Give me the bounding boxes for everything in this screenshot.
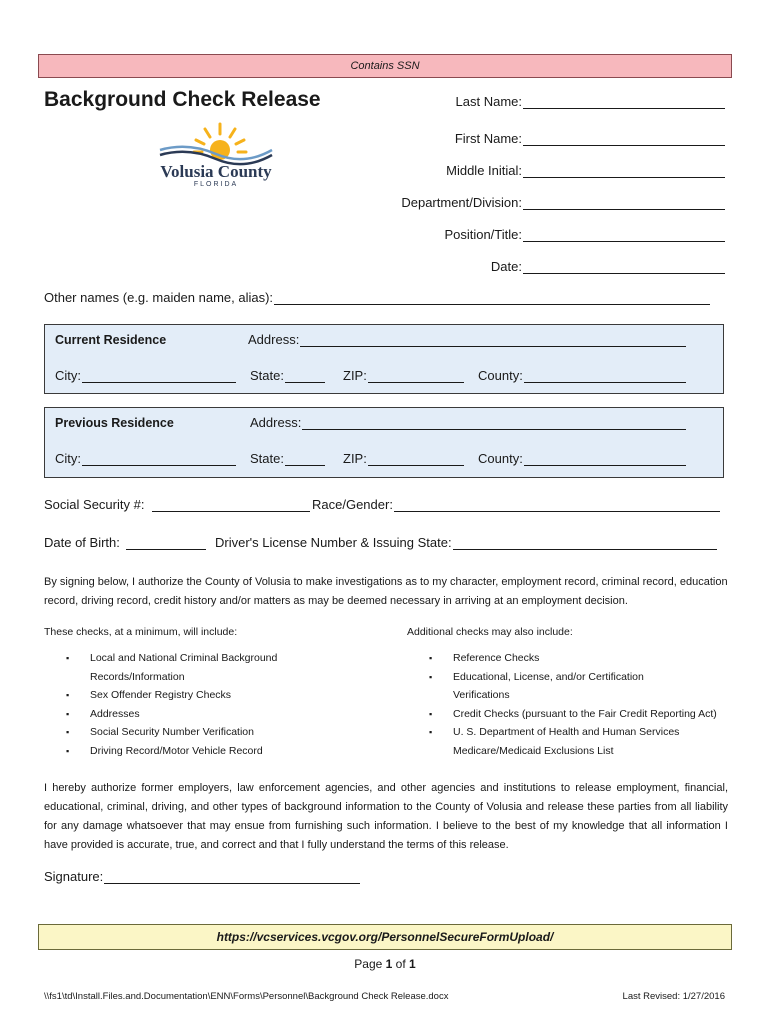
page-title: Background Check Release <box>44 88 321 111</box>
previous-address-field[interactable] <box>250 415 686 430</box>
ssn-label: Social Security #: <box>44 497 145 512</box>
list-item: ▪ Driving Record/Motor Vehicle Record <box>44 742 344 761</box>
page-number: Page 1 of 1 <box>354 957 416 971</box>
first-name-label: First Name: <box>454 131 522 146</box>
checks-min-list <box>44 649 344 760</box>
current-residence-heading: Current Residence <box>55 333 167 347</box>
ssn-banner: Contains SSN <box>38 54 732 78</box>
previous-zip-line[interactable] <box>368 451 464 466</box>
position-line[interactable] <box>523 227 725 242</box>
signature-line[interactable] <box>104 869 360 884</box>
current-county-line[interactable] <box>524 368 686 383</box>
current-county-field[interactable] <box>478 368 686 383</box>
first-name-field[interactable] <box>455 131 725 146</box>
previous-state-line[interactable] <box>285 451 325 466</box>
other-names-field[interactable] <box>44 290 710 305</box>
ssn-field[interactable] <box>44 497 310 512</box>
race-gender-field[interactable] <box>312 497 720 512</box>
previous-address-label: Address: <box>250 415 302 430</box>
previous-state-label: State: <box>250 451 284 466</box>
other-names-line[interactable] <box>274 290 710 305</box>
signature-field[interactable] <box>44 869 360 884</box>
race-gender-label: Race/Gender: <box>312 497 393 512</box>
current-city-label: City: <box>55 368 81 383</box>
department-field[interactable] <box>401 195 725 210</box>
previous-residence-heading: Previous Residence <box>55 416 174 430</box>
list-item: ▪ Local and National Criminal Background Records/Information <box>44 649 314 686</box>
drivers-license-label: Driver's License Number & Issuing State: <box>215 535 452 550</box>
release-paragraph: I hereby authorize former employers, law enforcement agencies, and other agencies and institutions to release employment, financial, educational, criminal, driving, and other types of background information to the County of Volusia and release these parties from all liability for any damage whatsoever that may ensue from furnishing such information. I believe to the best of my knowledge that all information I have provided is accurate, true, and correct and that I fully understand the terms of this release. <box>44 782 728 851</box>
middle-initial-field[interactable] <box>446 163 725 178</box>
upload-url-banner[interactable]: https://vcservices.vcgov.org/PersonnelSecureFormUpload/ <box>38 924 732 950</box>
list-item: ▪ U. S. Department of Health and Human Services Medicare/Medicaid Exclusions List <box>407 723 715 760</box>
current-zip-line[interactable] <box>368 368 464 383</box>
date-line[interactable] <box>523 259 725 274</box>
ssn-line[interactable] <box>152 497 310 512</box>
current-state-label: State: <box>250 368 284 383</box>
footer-last-revised: Last Revised: 1/27/2016 <box>622 991 725 1002</box>
position-field[interactable] <box>444 227 725 242</box>
department-line[interactable] <box>523 195 725 210</box>
list-item: ▪ Educational, License, and/or Certification Verifications <box>407 668 673 705</box>
previous-zip-field[interactable] <box>343 451 464 466</box>
current-state-line[interactable] <box>285 368 325 383</box>
date-label: Date: <box>490 259 522 274</box>
signature-label: Signature: <box>44 869 104 884</box>
list-item: ▪ Credit Checks (pursuant to the Fair Credit Reporting Act) <box>407 705 729 724</box>
last-name-label: Last Name: <box>455 94 522 109</box>
previous-city-field[interactable] <box>55 451 236 466</box>
logo-state: FLORIDA <box>193 181 239 188</box>
checks-additional-list <box>407 649 727 760</box>
middle-initial-line[interactable] <box>523 163 725 178</box>
dob-field[interactable] <box>44 535 206 550</box>
current-address-label: Address: <box>248 332 300 347</box>
last-name-line[interactable] <box>523 94 725 109</box>
current-zip-field[interactable] <box>343 368 464 383</box>
previous-city-line[interactable] <box>82 451 236 466</box>
current-state-field[interactable] <box>250 368 325 383</box>
previous-county-field[interactable] <box>478 451 686 466</box>
previous-address-line[interactable] <box>302 415 686 430</box>
checks-additional-heading: Additional checks may also include: <box>407 626 573 638</box>
logo-name: Volusia County <box>160 162 272 181</box>
checks-min-heading: These checks, at a minimum, will include: <box>44 626 238 638</box>
department-label: Department/Division: <box>401 195 522 210</box>
drivers-license-line[interactable] <box>453 535 717 550</box>
previous-city-label: City: <box>55 451 81 466</box>
dob-line[interactable] <box>126 535 206 550</box>
current-city-line[interactable] <box>82 368 236 383</box>
current-address-line[interactable] <box>300 332 686 347</box>
race-gender-line[interactable] <box>394 497 720 512</box>
previous-county-label: County: <box>478 451 523 466</box>
current-address-field[interactable] <box>248 332 686 347</box>
drivers-license-field[interactable] <box>215 535 717 550</box>
middle-initial-label: Middle Initial: <box>446 163 522 178</box>
previous-state-field[interactable] <box>250 451 325 466</box>
authorization-paragraph: By signing below, I authorize the County of Volusia to make investigations as to my character, employment record, criminal record, education record, driving record, credit history and/or matters as may be deemed necessary in arriving at an employment decision. <box>44 576 728 607</box>
first-name-line[interactable] <box>523 131 725 146</box>
footer-file-path: \\fs1\td\Install.Files.and.Documentation\ENN\Forms\Personnel\Background Check Release.docx <box>44 991 449 1002</box>
list-item: ▪ Addresses <box>44 705 344 724</box>
current-zip-label: ZIP: <box>343 368 367 383</box>
date-field[interactable] <box>491 259 725 274</box>
previous-county-line[interactable] <box>524 451 686 466</box>
previous-zip-label: ZIP: <box>343 451 367 466</box>
list-item: ▪ Sex Offender Registry Checks <box>44 686 344 705</box>
last-name-field[interactable] <box>456 94 725 109</box>
position-label: Position/Title: <box>444 227 522 242</box>
current-city-field[interactable] <box>55 368 236 383</box>
list-item: ▪ Reference Checks <box>407 649 727 668</box>
list-item: ▪ Social Security Number Verification <box>44 723 344 742</box>
dob-label: Date of Birth: <box>44 535 120 550</box>
current-county-label: County: <box>478 368 523 383</box>
other-names-label: Other names (e.g. maiden name, alias): <box>44 290 274 305</box>
